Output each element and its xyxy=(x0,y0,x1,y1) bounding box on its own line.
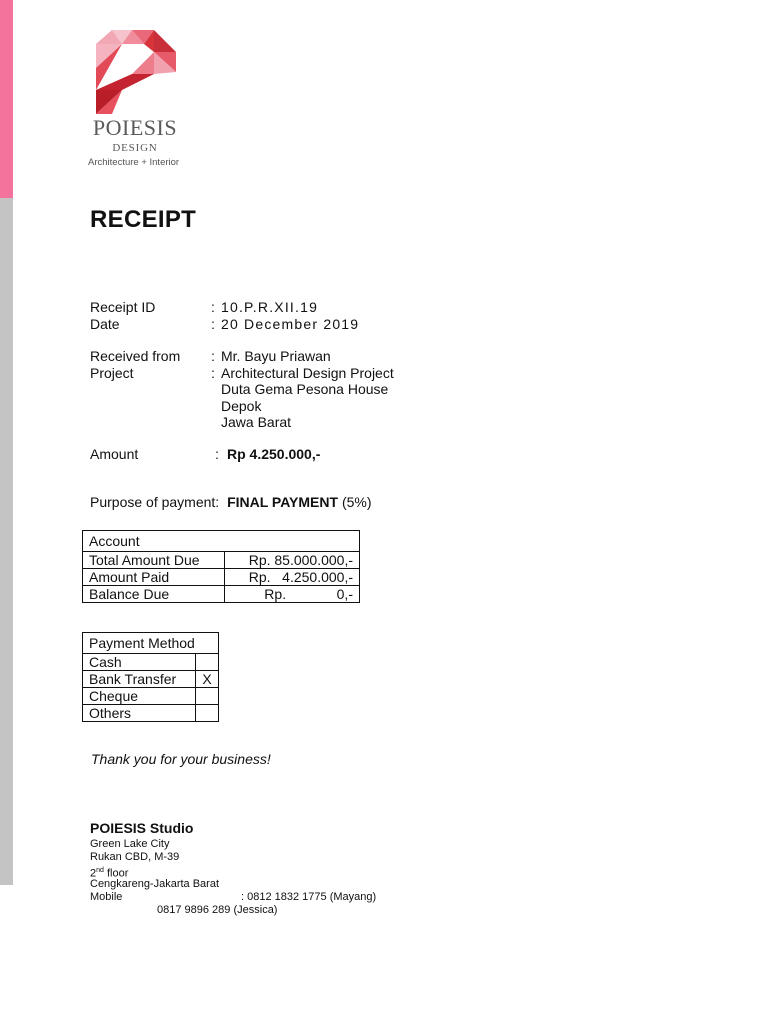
amount-label: Amount xyxy=(90,446,139,462)
purpose-value: FINAL PAYMENT xyxy=(227,494,339,510)
mobile-label: Mobile xyxy=(90,891,123,903)
mobile-number-1: 0812 1832 1775 (Mayang) xyxy=(247,891,377,903)
account-row-value: Rp. 85.000.000,- xyxy=(225,552,360,569)
colon: : xyxy=(211,348,215,364)
account-row-value: Rp. 4.250.000,- xyxy=(225,569,360,586)
purpose-label: Purpose of payment xyxy=(90,494,216,510)
mobile-row: Mobile : 0812 1832 1775 (Mayang) xyxy=(90,891,377,903)
payment-method-table xyxy=(82,632,219,722)
payment-method-label: Others xyxy=(83,705,196,722)
colon: : xyxy=(211,365,215,381)
table-row xyxy=(83,552,360,569)
payment-method-label: Cash xyxy=(83,654,196,671)
project-line-1: Architectural Design Project xyxy=(221,365,394,381)
address-line-4: Cengkareng-Jakarta Barat xyxy=(90,878,220,890)
payment-header: Payment Method xyxy=(83,633,219,654)
brand-subtitle: DESIGN xyxy=(112,142,158,154)
studio-name: POIESIS Studio xyxy=(90,820,194,836)
account-row-label: Balance Due xyxy=(83,586,225,603)
account-row-label: Total Amount Due xyxy=(83,552,225,569)
receipt-title: RECEIPT xyxy=(90,206,197,233)
thank-you-note: Thank you for your business! xyxy=(91,751,271,767)
side-strip-accent xyxy=(0,0,13,198)
brand-tagline: Architecture + Interior xyxy=(88,157,180,168)
project-line-3: Depok xyxy=(221,398,262,414)
payment-method-mark xyxy=(196,688,219,705)
table-row xyxy=(83,569,360,586)
purpose-row xyxy=(90,494,372,510)
table-row xyxy=(83,688,219,705)
colon: : xyxy=(215,446,219,462)
table-row xyxy=(83,654,219,671)
table-row xyxy=(83,586,360,603)
account-table xyxy=(82,530,360,603)
table-row xyxy=(83,705,219,722)
address-line-2: Rukan CBD, M-39 xyxy=(90,851,180,863)
received-label: Received from xyxy=(90,348,181,364)
account-header: Account xyxy=(83,531,360,552)
project-line-2: Duta Gema Pesona House xyxy=(221,381,389,397)
purpose-note: (5%) xyxy=(341,494,372,510)
received-value: Mr. Bayu Priawan xyxy=(221,348,331,364)
payment-method-label: Cheque xyxy=(83,688,196,705)
payment-method-label: Bank Transfer xyxy=(83,671,196,688)
payment-method-mark: X xyxy=(196,671,219,688)
payment-method-mark xyxy=(196,705,219,722)
colon: : xyxy=(211,299,215,315)
receipt-id-value: 10.P.R.XII.19 xyxy=(221,299,319,315)
poiesis-logo-mark-icon xyxy=(92,28,178,116)
project-line-4: Jawa Barat xyxy=(221,414,292,430)
date-value: 20 December 2019 xyxy=(221,316,360,332)
project-label: Project xyxy=(90,365,134,381)
account-row-label: Amount Paid xyxy=(83,569,225,586)
amount-value: Rp 4.250.000,- xyxy=(227,446,321,462)
mobile-number-2: 0817 9896 289 (Jessica) xyxy=(157,904,278,916)
receipt-id-label: Receipt ID xyxy=(90,299,156,315)
date-label: Date xyxy=(90,316,120,332)
address-floor: 2nd floor xyxy=(90,867,129,880)
colon: : xyxy=(211,316,215,332)
table-row xyxy=(83,671,219,688)
brand-name: POIESIS xyxy=(92,115,178,140)
colon: : xyxy=(215,494,220,510)
payment-method-mark xyxy=(196,654,219,671)
account-row-value: Rp. 0,- xyxy=(225,586,360,603)
address-line-1: Green Lake City xyxy=(90,838,170,850)
